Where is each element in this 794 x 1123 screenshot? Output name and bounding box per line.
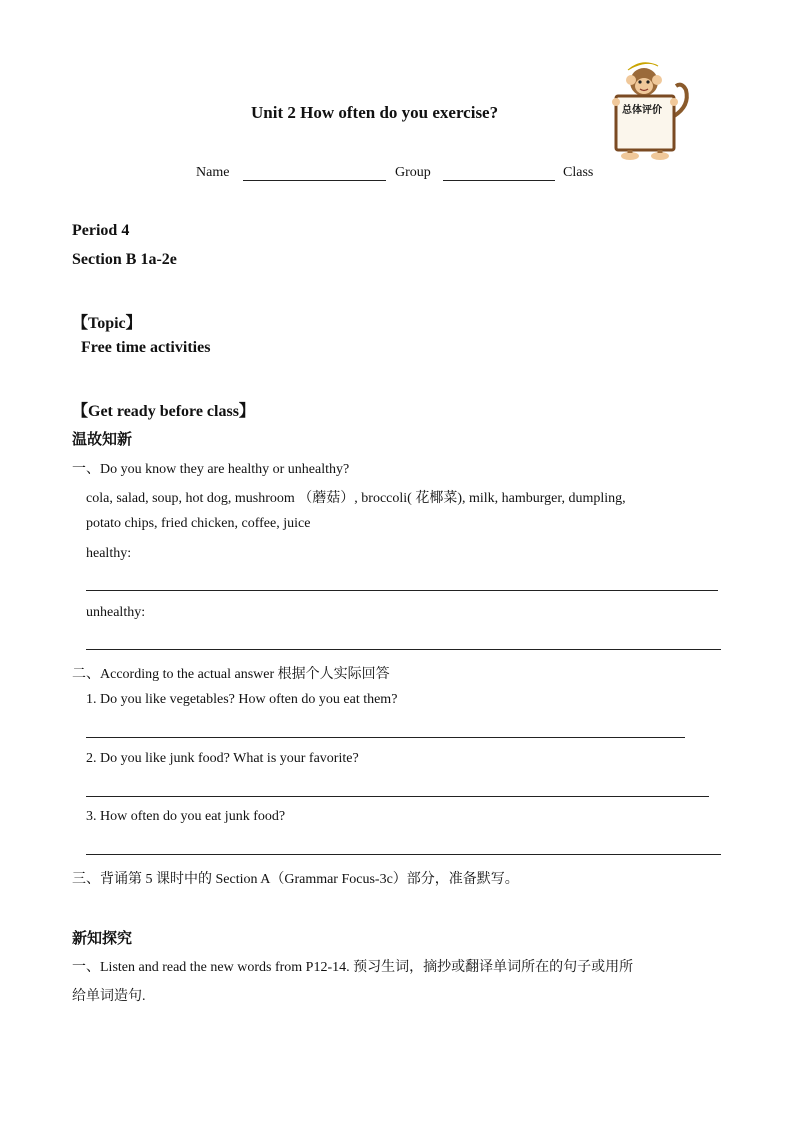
new-words-instruction-1: 一、Listen and read the new words from P12-14. 预习生词，摘抄或翻译单词所在的句子或用所 xyxy=(72,960,634,975)
question-2-item-3: 3. How often do you eat junk food? xyxy=(86,809,286,824)
section-label: Section B 1a-2e xyxy=(72,251,177,268)
prep-heading: 【Get ready before class】 xyxy=(72,403,255,420)
group-field[interactable] xyxy=(443,180,555,181)
new-words-instruction-2: 给单词造句. xyxy=(72,989,146,1004)
monkey-evaluation-badge xyxy=(602,56,694,166)
page-title: Unit 2 How often do you exercise? xyxy=(251,103,499,122)
question-1-label: 一、Do you know they are healthy or unhealthy? xyxy=(72,462,350,477)
topic-text: Free time activities xyxy=(81,339,211,356)
answer-line-2-3[interactable] xyxy=(86,854,721,855)
question-2-label: 二、According to the actual answer 根据个人实际回答 xyxy=(72,667,390,682)
class-label: Class xyxy=(563,165,594,180)
review-heading: 温故知新 xyxy=(72,430,133,448)
badge-label: 总体评价 xyxy=(622,105,662,116)
healthy-label: healthy: xyxy=(86,546,132,561)
name-label: Name xyxy=(196,165,230,180)
question-2-item-1: 1. Do you like vegetables? How often do you eat them? xyxy=(86,692,398,707)
name-field[interactable] xyxy=(243,180,386,181)
unhealthy-label: unhealthy: xyxy=(86,605,146,620)
new-knowledge-heading: 新知探究 xyxy=(72,929,133,947)
question-2-item-2: 2. Do you like junk food? What is your favorite? xyxy=(86,751,359,766)
unhealthy-answer-line[interactable] xyxy=(86,649,721,650)
answer-line-2-2[interactable] xyxy=(86,796,709,797)
period-label: Period 4 xyxy=(72,222,130,239)
group-label: Group xyxy=(395,165,431,180)
food-words-line-2: potato chips, fried chicken, coffee, juice xyxy=(86,516,311,531)
healthy-answer-line[interactable] xyxy=(86,590,718,591)
topic-heading: 【Topic】 xyxy=(72,315,142,332)
question-3-label: 三、背诵第 5 课时中的 Section A（Grammar Focus-3c）部分，准备默写。 xyxy=(72,872,519,887)
food-words-line-1: cola, salad, soup, hot dog, mushroom （蘑菇）, broccoli( 花椰菜), milk, hamburger, dumpling, xyxy=(86,491,626,506)
answer-line-2-1[interactable] xyxy=(86,737,685,738)
